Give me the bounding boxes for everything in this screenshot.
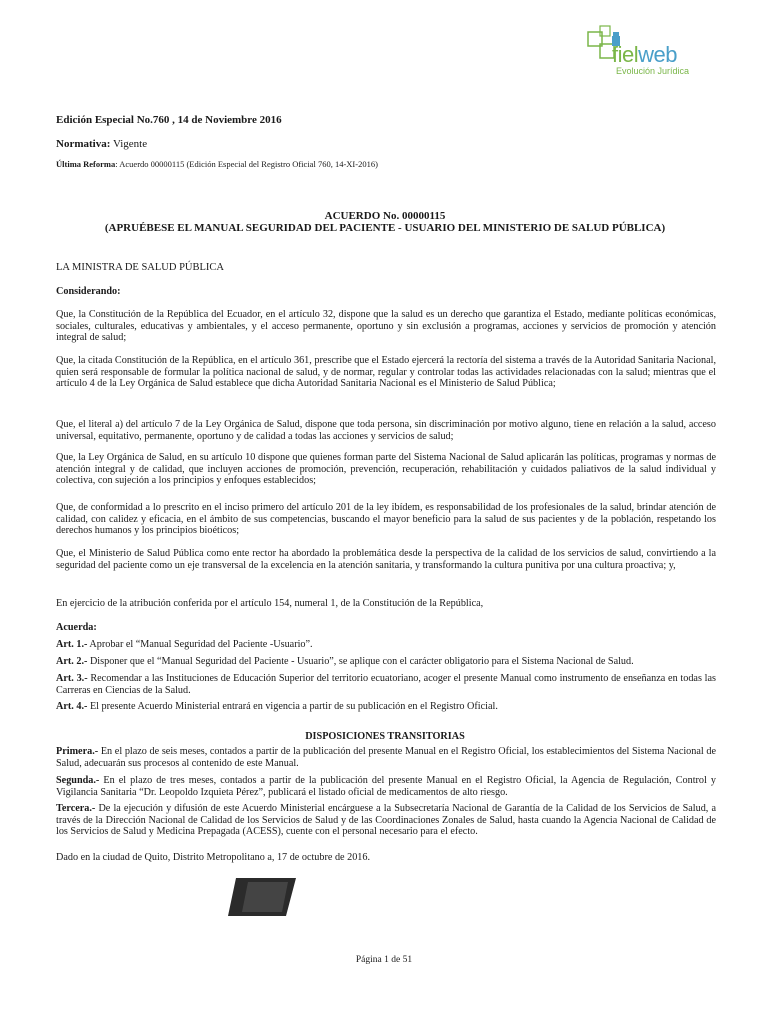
article-2 — [56, 656, 716, 668]
ultima-label: Última Reforma — [56, 159, 116, 169]
article-3-text: Recomendar a las Instituciones de Educación Superior del territorio ecuatoriano, acoger el presente Manual como instrumento de enseñanza en todas las Carreras en Ciencias de la Salud. — [56, 673, 716, 696]
paragraph-4: Que, la Ley Orgánica de Salud, en su artículo 10 dispone que quienes forman parte del Sistema Nacional de Salud aplicarán las políticas, programas y normas de atención integral y de calidad, que incluyen acciones de promoción, prevención, recuperación, rehabilitación y cuidados paliativos de la salud individual y colectiva, con sujeción a los principios y enfoques establecidos; — [56, 452, 716, 487]
article-4-label: Art. 4.- — [56, 701, 88, 712]
tercera-label: Tercera.- — [56, 803, 96, 814]
article-2-label: Art. 2.- — [56, 656, 88, 667]
normativa-value: Vigente — [112, 138, 148, 150]
considerando-heading: Considerando: — [56, 286, 121, 297]
disposiciones-heading: DISPOSICIONES TRANSITORIAS — [305, 731, 465, 742]
paragraph-1: Que, la Constitución de la República del Ecuador, en el artículo 32, dispone que la salud es un derecho que garantiza el Estado, mediante políticas económicas, sociales, culturales, educativas y ambientales, y el acceso permanente, oportuno y sin exclusión a programas, acciones y servicios de promoción y atención integral de salud; — [56, 309, 716, 344]
paragraph-2: Que, la citada Constitución de la República, en el artículo 361, prescribe que el Estado ejercerá la rectoría del sistema a través de la Autoridad Sanitaria Nacional, quien será responsable de formular la política nacional de salud, y de normar, regular y controlar todas las actividades relacionadas con la salud; mientras que el artículo 4 de la Ley Orgánica de Salud establece que dicha Autoridad Sanitaria Nacional es el Ministerio de Salud Pública; — [56, 355, 716, 390]
paragraph-5: Que, de conformidad a lo prescrito en el inciso primero del artículo 201 de la ley ibídem, es responsabilidad de los profesionales de la salud, brindar atención de calidad, con calidez y eficacia, en el ámbito de sus competencias, buscando el mayor beneficio para la salud de sus pacientes y de la población, respetando los derechos humanos y los principios bioéticos; — [56, 502, 716, 537]
article-3 — [56, 673, 716, 696]
dado-en-quito: Dado en la ciudad de Quito, Distrito Metropolitano a, 17 de octubre de 2016. — [56, 852, 371, 863]
disposicion-primera — [56, 746, 716, 769]
article-1-label: Art. 1.- — [56, 639, 88, 650]
acuerdo-title: (APRUÉBESE EL MANUAL SEGURIDAD DEL PACIENTE - USUARIO DEL MINISTERIO DE SALUD PÚBLICA) — [104, 222, 666, 234]
paragraph-7: En ejercicio de la atribución conferida por el artículo 154, numeral 1, de la Constitución de la República, — [56, 598, 484, 609]
signature-mark-icon — [228, 876, 298, 918]
ultima-value: : Acuerdo 00000115 (Edición Especial del Registro Oficial 760, 14-XI-2016) — [115, 159, 378, 169]
edicion-line — [56, 114, 282, 126]
article-4 — [56, 701, 716, 713]
article-1-text: Aprobar el “Manual Seguridad del Paciente -Usuario”. — [87, 639, 313, 650]
primera-label: Primera.- — [56, 746, 99, 757]
disposicion-tercera — [56, 803, 716, 838]
segunda-label: Segunda.- — [56, 775, 100, 786]
normativa-line — [56, 138, 147, 150]
article-3-label: Art. 3.- — [56, 673, 88, 684]
ultima-reforma-line — [56, 159, 378, 169]
ministra-heading: LA MINISTRA DE SALUD PÚBLICA — [56, 262, 225, 273]
edicion-label: Edición Especial — [56, 114, 134, 126]
fielweb-logo — [580, 18, 710, 82]
article-2-text: Disponer que el “Manual Seguridad del Paciente - Usuario”, se aplique con el carácter obligatorio para el Sistema Nacional de Salud. — [87, 656, 634, 667]
page-number: Página 1 de 51 — [355, 955, 413, 965]
segunda-text: En el plazo de tres meses, contados a partir de la publicación del presente Manual en el Registro Oficial, la Agencia de Regulación, Control y Vigilancia Sanitaria “Dr. Leopoldo Izquieta Pérez”, publicará el listado oficial de medicamentos de alto riesgo. — [56, 775, 716, 798]
logo-wordmark: fielweb — [612, 42, 677, 67]
logo-tagline: Evolución Jurídica — [616, 66, 690, 76]
paragraph-3: Que, el literal a) del artículo 7 de la Ley Orgánica de Salud, dispone que toda persona, sin discriminación por motivo alguno, tiene en relación a la salud, acceso universal, equitativo, permanente, oportuno y de calidad a todas las acciones y servicios de salud; — [56, 419, 716, 442]
acuerdo-number: ACUERDO No. 00000115 — [324, 210, 446, 222]
paragraph-6: Que, el Ministerio de Salud Pública como ente rector ha abordado la problemática desde la perspectiva de la calidad de los servicios de salud, convirtiendo a la seguridad del paciente como un eje transversal de la excelencia en la atención sanitaria, y transformando la cultura punitiva por una cultura proactiva; y, — [56, 548, 716, 571]
acuerda-heading: Acuerda: — [56, 622, 97, 633]
disposicion-segunda — [56, 775, 716, 798]
edicion-value: No.760 , 14 de Noviembre 2016 — [136, 114, 282, 126]
primera-text: En el plazo de seis meses, contados a partir de la publicación del presente Manual en el Registro Oficial, los establecimientos del Sistema Nacional de Salud, adecuarán sus procesos al contenido de este Manual. — [56, 746, 716, 769]
tercera-text: De la ejecución y difusión de este Acuerdo Ministerial encárguese a la Subsecretaría Nacional de Garantía de la Calidad de los Servicios de Salud, a través de la Dirección Nacional de Calidad de los Servicios de Salud y de las Coordinaciones Zonales de Salud, hasta cuando la Agencia Nacional de Calidad de los Servicios de Salud y Medicina Prepagada (ACESS), cuente con el personal necesario para el efecto. — [56, 803, 716, 838]
article-4-text: El presente Acuerdo Ministerial entrará en vigencia a partir de su publicación en el Registro Oficial. — [87, 701, 498, 712]
article-1 — [56, 639, 716, 651]
normativa-label: Normativa: — [56, 138, 111, 150]
